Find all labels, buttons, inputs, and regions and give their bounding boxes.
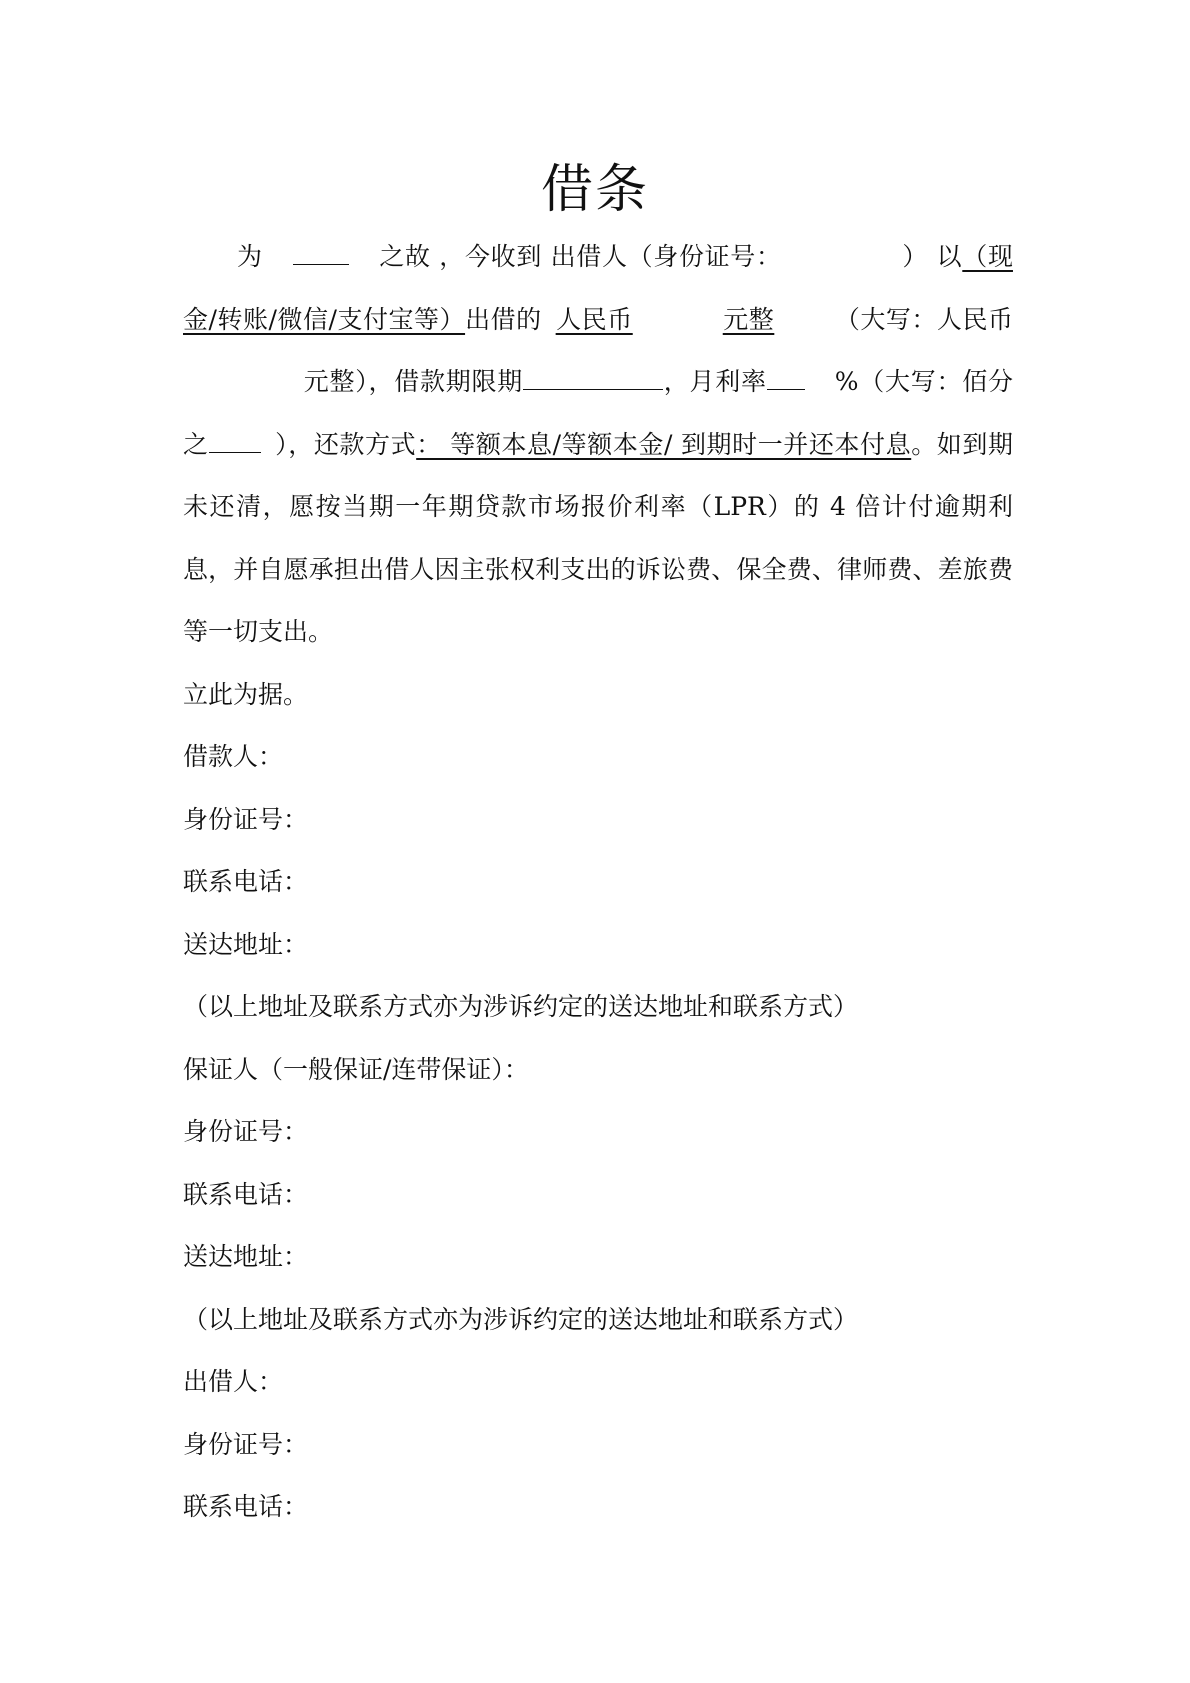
borrower-phone-label: 联系电话： [183,867,309,896]
borrower-label: 借款人： [183,742,284,771]
basis-line: 立此为据。 [183,679,309,709]
text-for: 为 [237,242,263,271]
guarantor-phone-label: 联系电话： [183,1179,309,1209]
borrower-id-label: 身份证号： [183,804,309,834]
lender-label: 出借人： [183,1367,284,1396]
rate-capital-blank[interactable] [209,432,261,453]
lender-id-label: 身份证号： [183,1429,309,1459]
document-title: 借条 [540,160,649,220]
text-receipt: 之故 ，今收到 出借人（身份证号： [378,242,782,271]
document-body [183,226,1013,1539]
text-lent: 出借的 [465,304,542,334]
text-by: ） 以 [901,242,963,271]
reason-blank[interactable] [293,244,349,265]
rate-blank[interactable] [767,369,805,390]
lender-phone-label: 联系电话： [183,1492,309,1521]
text-penalty-clause: 。如到期未还清，愿按当期一年期贷款市场报价利率（LPR）的 4 倍计付逾期利息，并自愿承担出借人因主张权利支出的诉讼费、保全费、律师费、差旅费等一切支出。 [183,429,1013,646]
borrower-address-label: 送达地址： [183,929,309,959]
amount-unit: 元整 [722,304,775,334]
guarantor-address-note: （以上地址及联系方式亦为涉诉约定的送达地址和联系方式） [183,1304,859,1334]
guarantor-address-label: 送达地址： [183,1242,309,1271]
payment-method: （现金/转账/微信/支付宝等） [183,242,1013,334]
main-paragraph [183,226,1013,664]
text-capital-amount: （大写：人民币 [834,304,1013,334]
text-monthly-rate: ，月利率 [662,367,767,396]
term-blank[interactable] [523,369,663,390]
amount-field [542,305,835,334]
text-repay-method: ），还款方式 [274,429,417,459]
text-term: 元整），借款期限期 [303,367,523,396]
guarantor-label: 保证人（一般保证/连带保证）： [183,1054,529,1084]
amount-currency: 人民币 [555,304,633,334]
repayment-method: ： 等额本息/等额本金/ 到期时一并还本付息 [416,429,912,459]
borrower-address-note: （以上地址及联系方式亦为涉诉约定的送达地址和联系方式） [183,992,859,1021]
guarantor-id-label: 身份证号： [183,1117,309,1146]
text-rate-capital: %（大写：佰分之 [183,367,1013,459]
